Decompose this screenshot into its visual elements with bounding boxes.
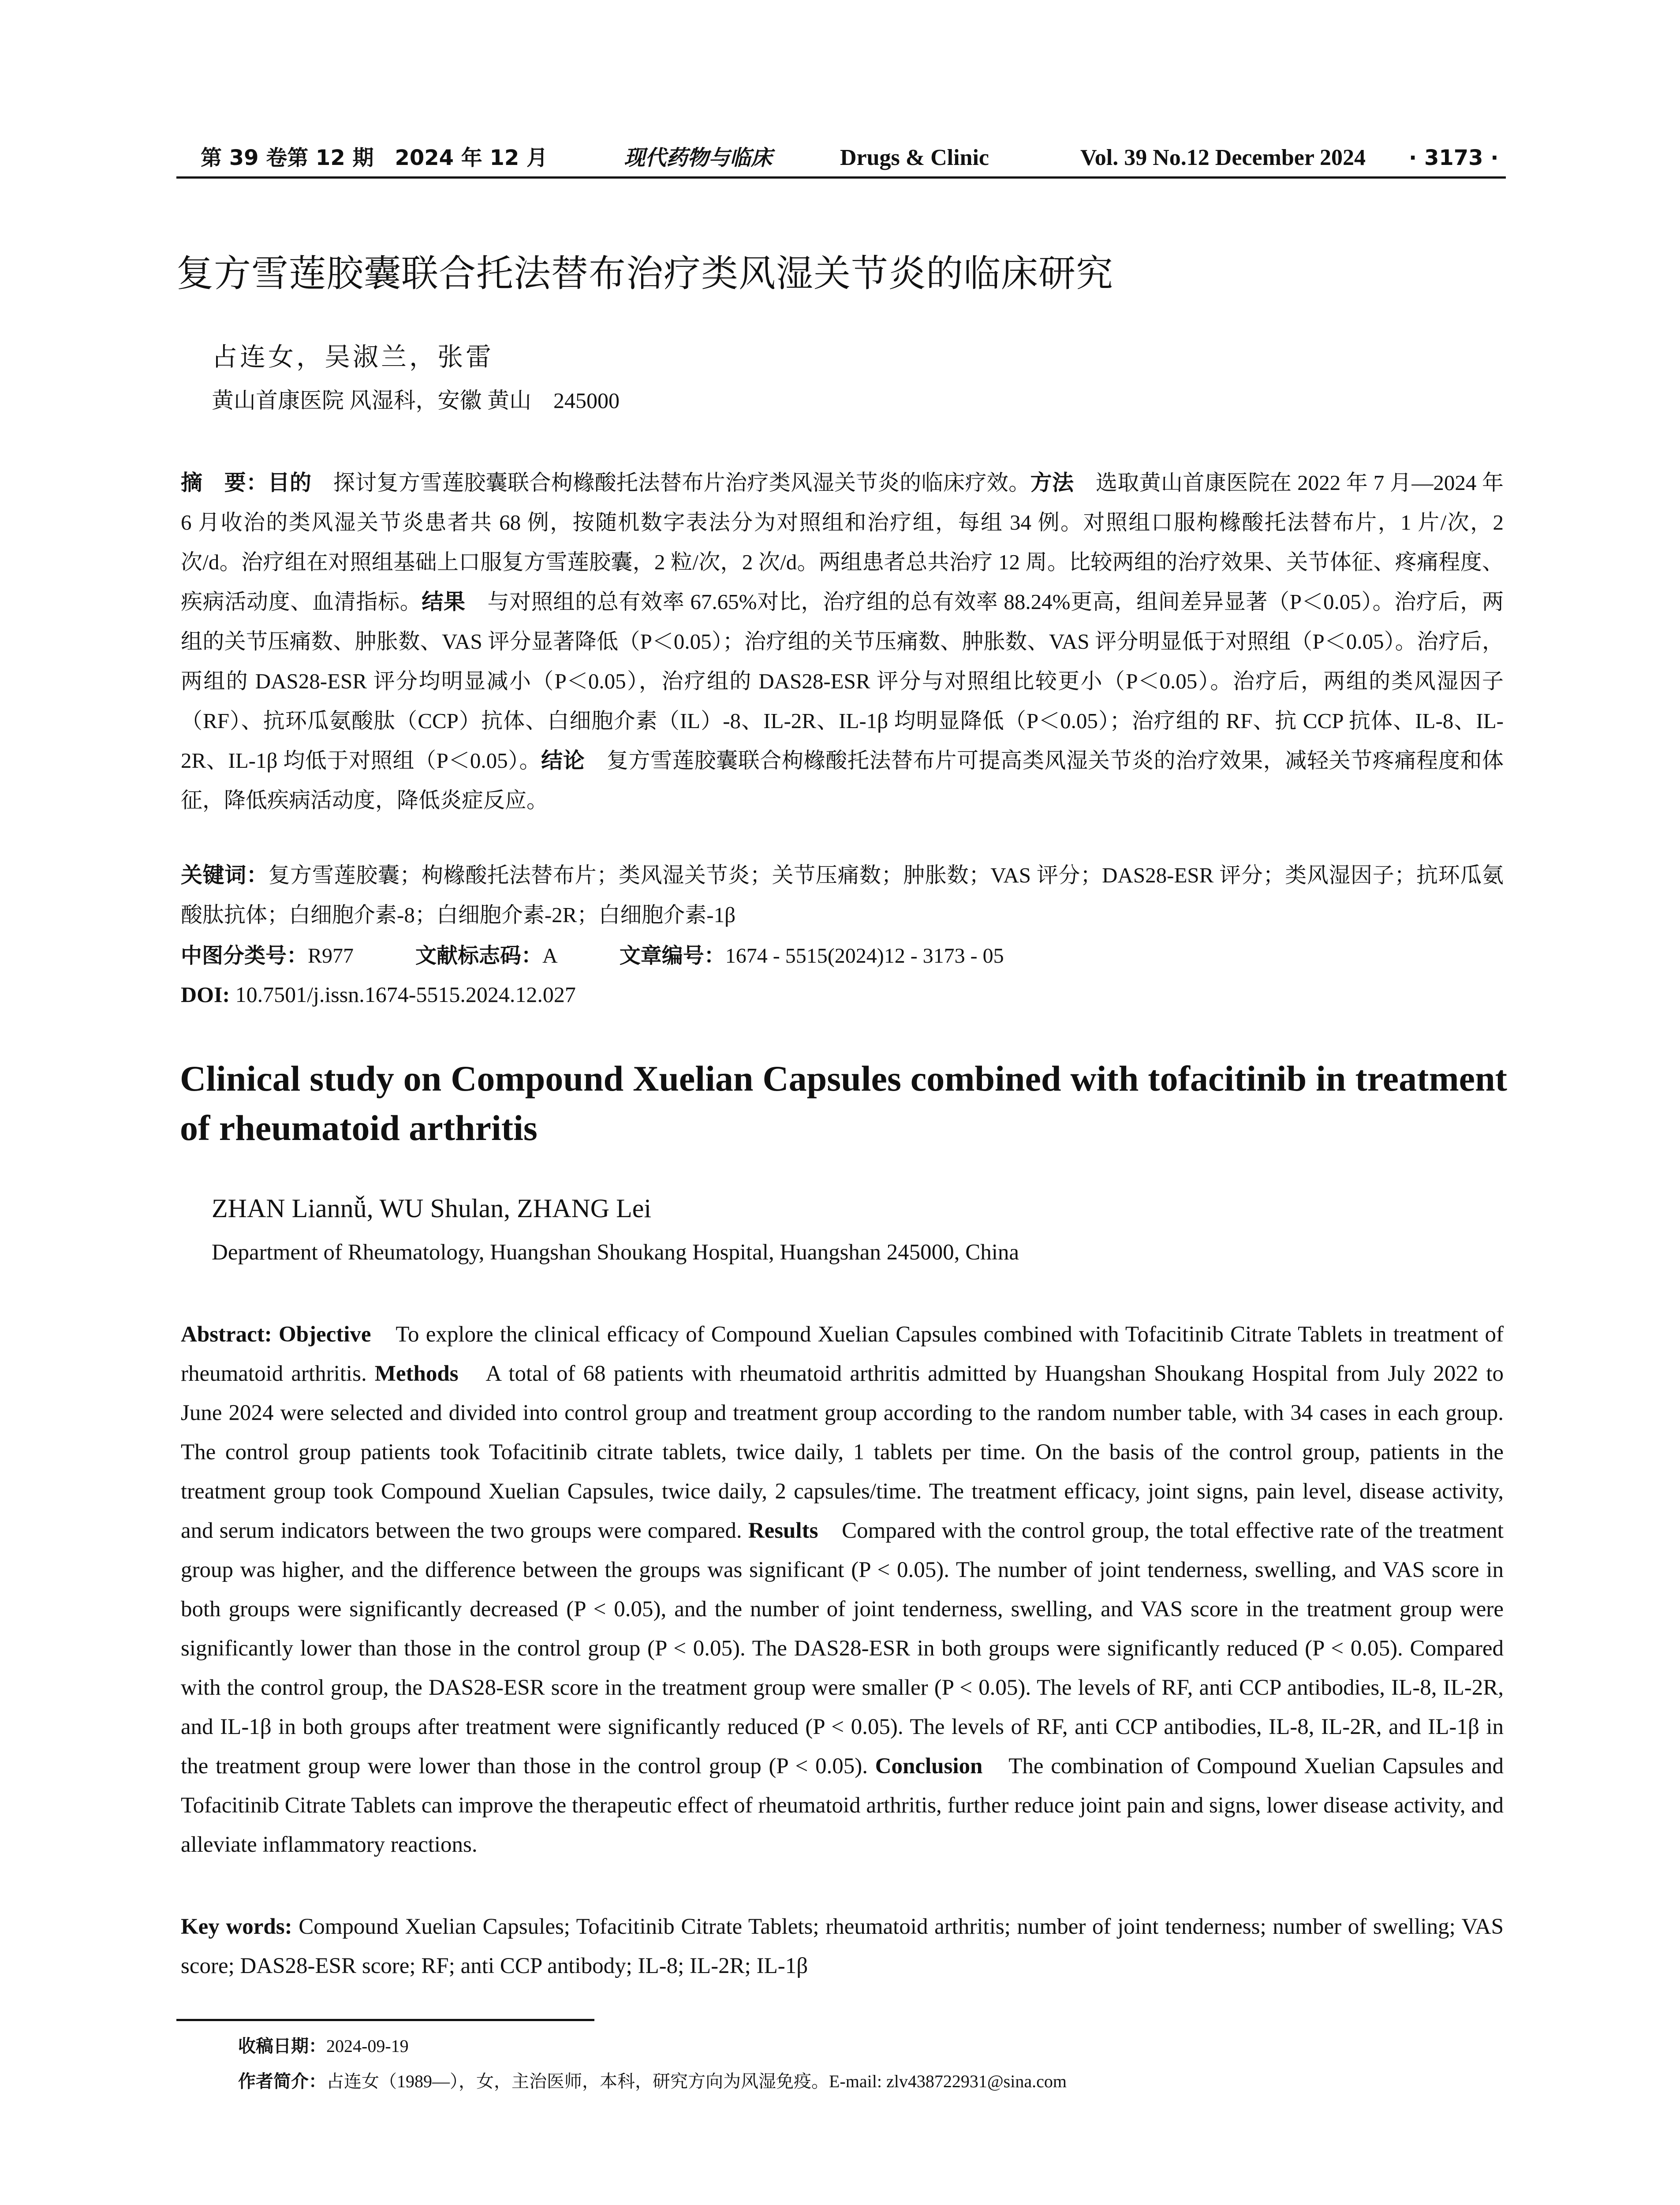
en-results-text: Compared with the control group, the total effective rate of the treatment group was higher, and the difference between the groups was significant (P < 0.05). The number of joint tenderness, swelling, and VAS score in both groups were significantly decreased (P < 0.05), and the number of joint tenderness, swelling, and VAS score in the treatment group were significantly lower than those in the control group (P < 0.05). The DAS28-ESR in both groups were significantly reduced (P < 0.05). Compared with the control group, the DAS28-ESR score in the treatment group were smaller (P < 0.05). The levels of RF, anti CCP antibodies, IL-8, IL-2R, and IL-1β in both groups after treatment were significantly reduced (P < 0.05). The levels of RF, anti CCP antibodies, IL-8, IL-2R, and IL-1β in the treatment group were lower than those in the control group (P < 0.05). (181, 1518, 1504, 1779)
cn-classification (181, 936, 1066, 976)
cn-affiliation: 黄山首康医院 风湿科，安徽 黄山 245000 (212, 388, 620, 413)
en-abstract-label: Abstract: Objective (181, 1322, 371, 1347)
en-abstract (181, 1315, 1504, 1865)
en-keywords-text: Compound Xuelian Capsules; Tofacitinib Citrate Tablets; rheumatoid arthritis; number of joint tenderness; number of swelling; VAS score; DAS28-ESR score; RF; anti CCP antibody; IL-8; IL-2R; IL-1β (181, 1914, 1504, 1978)
cn-methods-text: 选取黄山首康医院在 2022 年 7 月—2024 年 6 月收治的类风湿关节炎患者共 68 例，按随机数字表法分为对照组和治疗组，每组 34 例。对照组口服枸橼酸托法替布片，1 片/次，2 次/d。治疗组在对照组基础上口服复方雪莲胶囊，2 粒/次，2 次/d。两组患者总共治疗 12 周。比较两组的治疗效果、关节体征、疼痛程度、疾病活动度、血清指标。 (181, 471, 1504, 614)
en-title: Clinical study on Compound Xuelian Capsules combined with tofacitinib in treatment of rheumatoid arthritis (180, 1058, 1507, 1148)
en-authors: ZHAN Liannǚ, WU Shulan, ZHANG Lei (212, 1194, 652, 1223)
author-bio-value: 占连女（1989—），女，主治医师，本科，研究方向为风湿免疫。E-mail: zlv438722931@sina.com (326, 2071, 1067, 2091)
footnote-author-bio (238, 2068, 1067, 2095)
article-no-label: 文章编号： (619, 943, 725, 968)
header-journal-cn: 现代药物与临床 (624, 146, 773, 170)
header-issue-cn: 第 39 卷第 12 期 2024 年 12 月 (201, 146, 548, 170)
en-methods-label: Methods (374, 1361, 459, 1386)
header-page-number: · 3173 · (1409, 146, 1499, 170)
header-journal-en: Drugs & Clinic (840, 145, 989, 170)
received-label: 收稿日期： (238, 2036, 326, 2056)
cn-keywords-label: 关键词： (181, 863, 269, 888)
en-results-label: Results (748, 1518, 818, 1543)
clc-label: 中图分类号： (181, 943, 308, 968)
cn-abstract-label: 摘 要： (181, 470, 268, 495)
received-value: 2024-09-19 (326, 2036, 409, 2056)
cn-title: 复方雪莲胶囊联合托法替布治疗类风湿关节炎的临床研究 (176, 252, 1114, 295)
en-conclusion-label: Conclusion (875, 1754, 983, 1779)
en-methods-text: A total of 68 patients with rheumatoid arthritis admitted by Huangshan Shoukang Hospital from July 2022 to June 2024 were selected and divided into control group and treatment group according to the random number table, with 34 cases in each group. The control group patients took Tofacitinib citrate tablets, twice daily, 1 tablets per time. On the basis of the control group, patients in the treatment group took Compound Xuelian Capsules, twice daily, 2 capsules/time. The treatment efficacy, joint signs, pain level, disease activity, and serum indicators between the two groups were compared. (181, 1361, 1504, 1543)
clc-value: R977 (308, 944, 354, 968)
doi-value: 10.7501/j.issn.1674-5515.2024.12.027 (230, 982, 576, 1007)
cn-conclusion-label: 结论 (541, 748, 585, 773)
cn-results-label: 结果 (422, 589, 466, 614)
doi-label: DOI: (181, 982, 230, 1007)
header-issue-en: Vol. 39 No.12 December 2024 (1080, 145, 1366, 170)
cn-conclusion-text: 复方雪莲胶囊联合枸橼酸托法替布片可提高类风湿关节炎的治疗效果，减轻关节疼痛程度和体征，降低疾病活动度，降低炎症反应。 (181, 748, 1504, 812)
en-conclusion-text: The combination of Compound Xuelian Capsules and Tofacitinib Citrate Tablets can improve the therapeutic effect of rheumatoid arthritis, further reduce joint pain and signs, lower disease activity, and alleviate inflammatory reactions. (181, 1754, 1504, 1857)
cn-results-text: 与对照组的总有效率 67.65%对比，治疗组的总有效率 88.24%更高，组间差异显著（P＜0.05）。治疗后，两组的关节压痛数、肿胀数、VAS 评分显著降低（P＜0.05）；治疗组的关节压痛数、肿胀数、VAS 评分明显低于对照组（P＜0.05）。治疗后，两组的 DAS28-ESR 评分均明显减小（P＜0.05），治疗组的 DAS28-ESR 评分与对照组比较更小（P＜0.05）。治疗后，两组的类风湿因子（RF）、抗环瓜氨酸肽（CCP）抗体、白细胞介素（IL）-8、IL-2R、IL-1β 均明显降低（P＜0.05）；治疗组的 RF、抗 CCP 抗体、IL-8、IL-2R、IL-1β 均低于对照组（P＜0.05）。 (181, 590, 1504, 773)
header-rule (176, 176, 1506, 179)
cn-abstract (181, 463, 1504, 820)
doccode-label: 文献标志码： (415, 943, 543, 968)
doccode-value: A (542, 944, 558, 968)
en-objective-text: To explore the clinical efficacy of Compound Xuelian Capsules combined with Tofacitinib Citrate Tablets in treatment of rheumatoid arthritis. (181, 1322, 1504, 1386)
doi (181, 975, 576, 1014)
cn-authors: 占连女，吴淑兰，张雷 (212, 343, 494, 371)
cn-objective-label: 目的 (268, 470, 312, 495)
en-affiliation: Department of Rheumatology, Huangshan Shoukang Hospital, Huangshan 245000, China (212, 1240, 1019, 1265)
footnote-received (238, 2033, 409, 2059)
en-keywords (181, 1907, 1504, 1986)
cn-methods-label: 方法 (1030, 470, 1074, 495)
cn-keywords-text: 复方雪莲胶囊；枸橼酸托法替布片；类风湿关节炎；关节压痛数；肿胀数；VAS 评分；DAS28-ESR 评分；类风湿因子；抗环瓜氨酸肽抗体；白细胞介素-8；白细胞介素-2R；白细胞介素-1β (181, 863, 1504, 927)
cn-objective-text: 探讨复方雪莲胶囊联合枸橼酸托法替布片治疗类风湿关节炎的临床疗效。 (311, 471, 1030, 495)
article-no-value: 1674 - 5515(2024)12 - 3173 - 05 (725, 944, 1004, 968)
author-bio-label: 作者简介： (238, 2071, 326, 2092)
cn-keywords (181, 856, 1504, 935)
en-keywords-label: Key words: (181, 1914, 292, 1939)
footnote-rule (176, 2019, 594, 2021)
